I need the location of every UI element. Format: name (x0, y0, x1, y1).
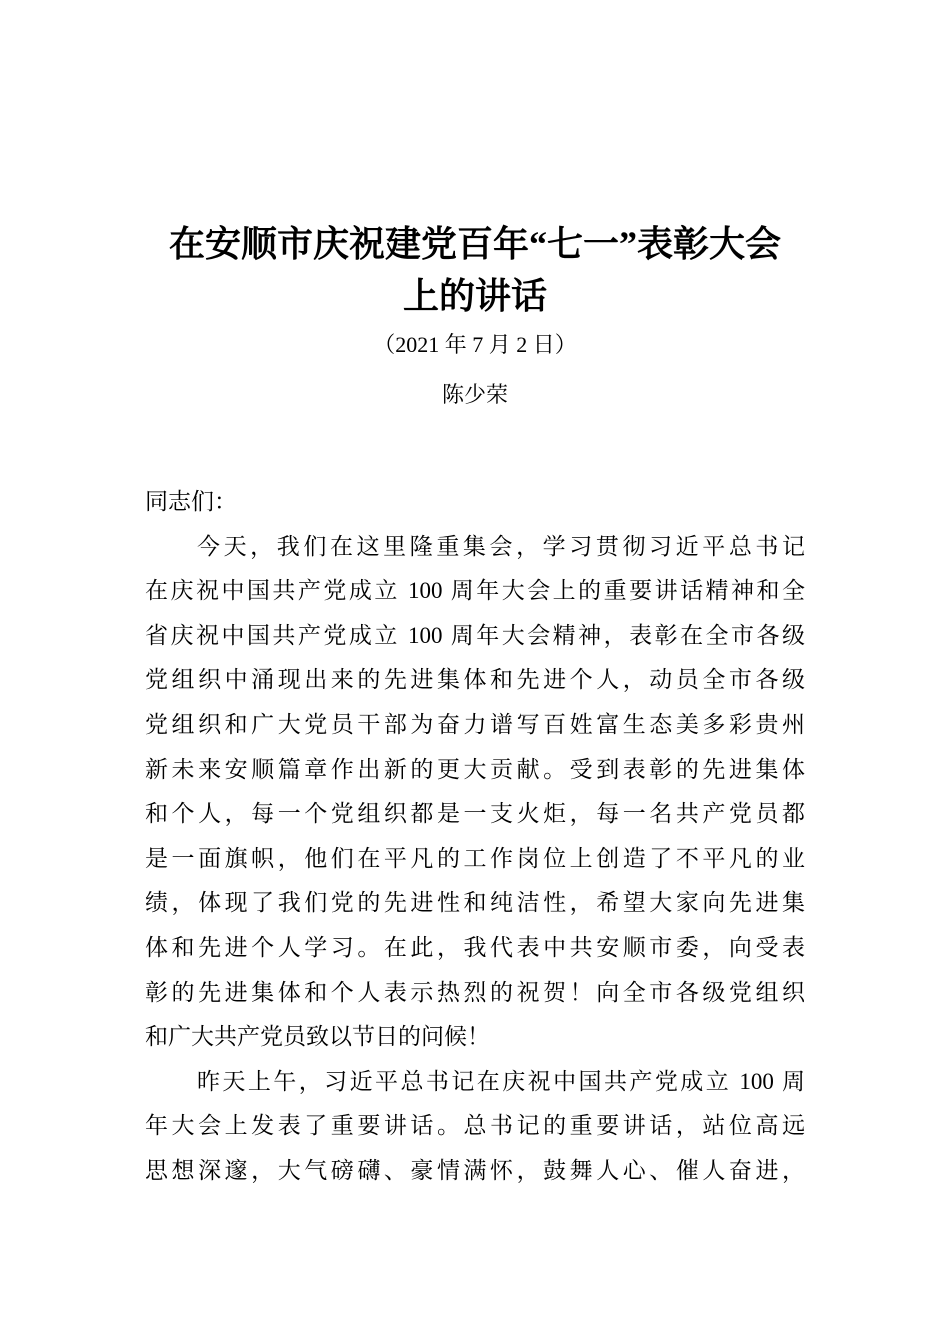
paragraph-line: 思想深邃，大气磅礴、豪情满怀，鼓舞人心、催人奋进， (145, 1157, 805, 1183)
greeting: 同志们： (145, 489, 237, 514)
paragraph-line: 今天，我们在这里隆重集会，学习贯彻习近平总书记 (197, 533, 805, 559)
paragraph-line: 党组织和广大党员干部为奋力谱写百姓富生态美多彩贵州 (145, 711, 805, 737)
paragraph-line: 彰的先进集体和个人表示热烈的祝贺！向全市各级党组织 (145, 979, 805, 1005)
paragraph-line: 省庆祝中国共产党成立 100 周年大会精神，表彰在全市各级 (145, 622, 805, 648)
document-title-line-1: 在安顺市庆祝建党百年“七一”表彰大会 (168, 224, 781, 264)
paragraph (145, 1060, 805, 1194)
paragraph (145, 525, 805, 1060)
paragraph-line: 年大会上发表了重要讲话。总书记的重要讲话，站位高远 (145, 1113, 805, 1139)
paragraph-line: 和个人，每一个党组织都是一支火炬，每一名共产党员都 (145, 801, 805, 827)
document-date: （2021 年 7 月 2 日） (373, 332, 577, 357)
paragraph-line: 昨天上午，习近平总书记在庆祝中国共产党成立 100 周 (197, 1068, 805, 1094)
document-title-line-2: 上的讲话 (402, 276, 547, 316)
paragraph-line: 体和先进个人学习。在此，我代表中共安顺市委，向受表 (145, 934, 805, 960)
paragraph-line: 绩，体现了我们党的先进性和纯洁性，希望大家向先进集 (145, 890, 805, 916)
paragraph-line: 在庆祝中国共产党成立 100 周年大会上的重要讲话精神和全 (145, 578, 805, 604)
document-author: 陈少荣 (441, 382, 508, 407)
paragraph-line: 和广大共产党员致以节日的问候！ (145, 1024, 490, 1050)
paragraph-line: 新未来安顺篇章作出新的更大贡献。受到表彰的先进集体 (145, 756, 805, 782)
paragraph-line: 党组织中涌现出来的先进集体和先进个人，动员全市各级 (145, 667, 805, 693)
paragraph-line: 是一面旗帜，他们在平凡的工作岗位上创造了不平凡的业 (145, 845, 805, 871)
document-body (145, 480, 805, 1194)
